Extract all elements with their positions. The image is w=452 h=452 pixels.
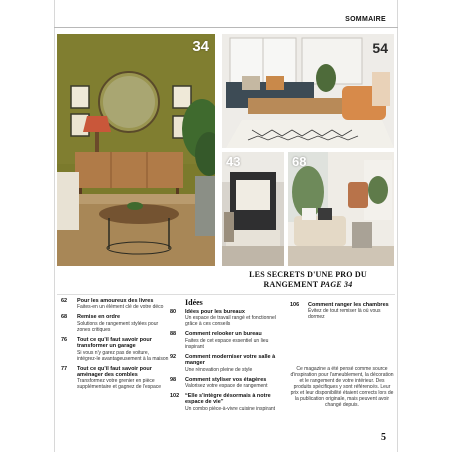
contents-column-2 [170,298,284,416]
entry-page: 62 [61,298,68,304]
entry-desc: Un espace de travail rangé et fonctionnel grâce à ces conseils [185,315,276,328]
photo-page-number: 68 [292,154,307,169]
contents-entry[interactable] [170,354,284,373]
contents-entry[interactable] [57,366,169,391]
photo-page-number: 54 [372,40,388,56]
entry-page: 68 [61,314,68,321]
section-label: SOMMAIRE [345,16,386,23]
entry-desc: Une rénovation pleine de style [185,366,253,373]
entry-title: Comment moderniser votre salle à manger [185,353,276,367]
contents-entry[interactable] [57,314,169,332]
top-divider [54,27,398,28]
contents-entry[interactable] [57,298,169,310]
photo-page-number: 43 [226,154,241,169]
entry-title: Comment styliser vos étagères [185,376,267,383]
photo-54-illustration [222,34,394,148]
photo-white-living-room[interactable] [222,34,394,148]
photo-living-room-olive[interactable] [57,34,215,266]
entry-desc: Un combo pièce-à-vivre cuisine inspirant [185,405,276,412]
headline-line2: RANGEMENT [263,280,321,289]
entry-desc: Transformez votre grenier en pièce supplémentaire et gagnez de l'espace [77,378,162,391]
entry-page: 106 [290,302,300,308]
column-title-idees: Idées [185,298,203,307]
entry-page: 102 [170,393,180,400]
contents-entry[interactable] [290,302,394,320]
photo-43-illustration [222,152,284,266]
contents-column-1 [57,298,169,394]
editorial-note: Ce magazine a été pensé comme source d'inspiration pour l'ameublement, la décoration et le rangement de votre intérieur. Des produits spécifiques y sont référencés. Leur prix et leur disponibilité étaient corrects lors de la publication originale, mais peuvent avoir changé depuis. [290,366,394,408]
entry-title: Remise en ordre [77,314,121,321]
photo-armchair-corner[interactable] [288,152,394,266]
contents-entry[interactable] [170,331,284,349]
entry-page: 76 [61,336,68,343]
photo-68-illustration [288,152,394,266]
entry-page: 77 [61,365,68,372]
photo-page-number: 34 [192,38,209,55]
contents-column-3 [290,302,394,324]
entry-title: Idées pour les bureaux [185,309,245,315]
photo-34-illustration [57,34,215,266]
magazine-page [54,0,398,452]
entry-title: Tout ce qu'il faut savoir pour aménager des combles [77,365,152,379]
entry-page: 88 [170,331,177,338]
entry-page: 92 [170,353,177,360]
contents-entry[interactable] [57,337,169,362]
entry-title: Pour les amoureux des livres [77,298,154,304]
page-number: 5 [381,432,386,443]
entry-page: 98 [170,376,177,383]
entry-desc: Évitez de tout remiser là où vous dormez [308,308,381,321]
entry-title: “Elle s'intègre désormais à notre espace de vie” [185,393,271,406]
headline-page-ref: PAGE 34 [320,280,353,289]
headline-line1: LES SECRETS D'UNE PRO DU [249,270,367,279]
entry-desc: Faites de cet espace essentiel un lieu inspirant [185,337,269,350]
middle-divider [57,294,395,295]
entry-desc: Solutions de rangement stylées pour zones critiques [77,320,159,333]
contents-entry[interactable] [170,377,284,389]
entry-title: Tout ce qu'il faut savoir pour transformer un garage [77,336,152,350]
entry-title: Comment relooker un bureau [185,331,262,338]
entry-page: 80 [170,309,177,315]
contents-entry[interactable] [170,393,284,412]
entry-desc: Si vous n'y garez pas de voiture, intégrez-le avantageusement à la maison [77,349,169,362]
contents-entry[interactable] [170,309,284,327]
entry-desc: Valorisez votre espace de rangement [185,383,268,390]
photo-hallway-storage[interactable] [222,152,284,266]
entry-desc: Faites-en un élément clé de votre déco [77,304,164,311]
entry-title: Comment ranger les chambres [308,302,389,308]
feature-headline[interactable] [222,270,394,290]
